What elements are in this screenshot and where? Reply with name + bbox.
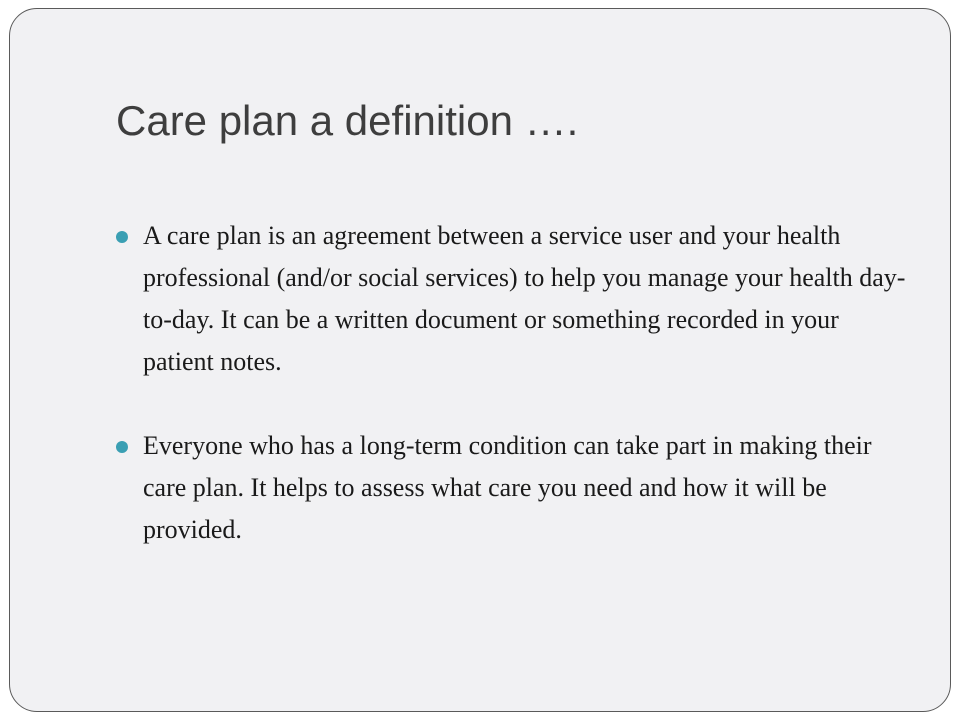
bullet-item [113, 425, 913, 551]
bullet-dot-icon [116, 441, 128, 453]
bullet-text: Everyone who has a long-term condition can take part in making their care plan. It helps to assess what care you need and how it will be provided. [143, 431, 872, 544]
bullet-item [113, 215, 913, 383]
slide-title: Care plan a definition …. [116, 97, 579, 144]
bullet-list [113, 215, 913, 593]
bullet-dot-icon [116, 231, 128, 243]
bullet-text: A care plan is an agreement between a service user and your health professional (and/or social services) to help you manage your health day-to-day. It can be a written document or something recorded in your patient notes. [143, 221, 906, 376]
slide-frame [9, 8, 951, 712]
